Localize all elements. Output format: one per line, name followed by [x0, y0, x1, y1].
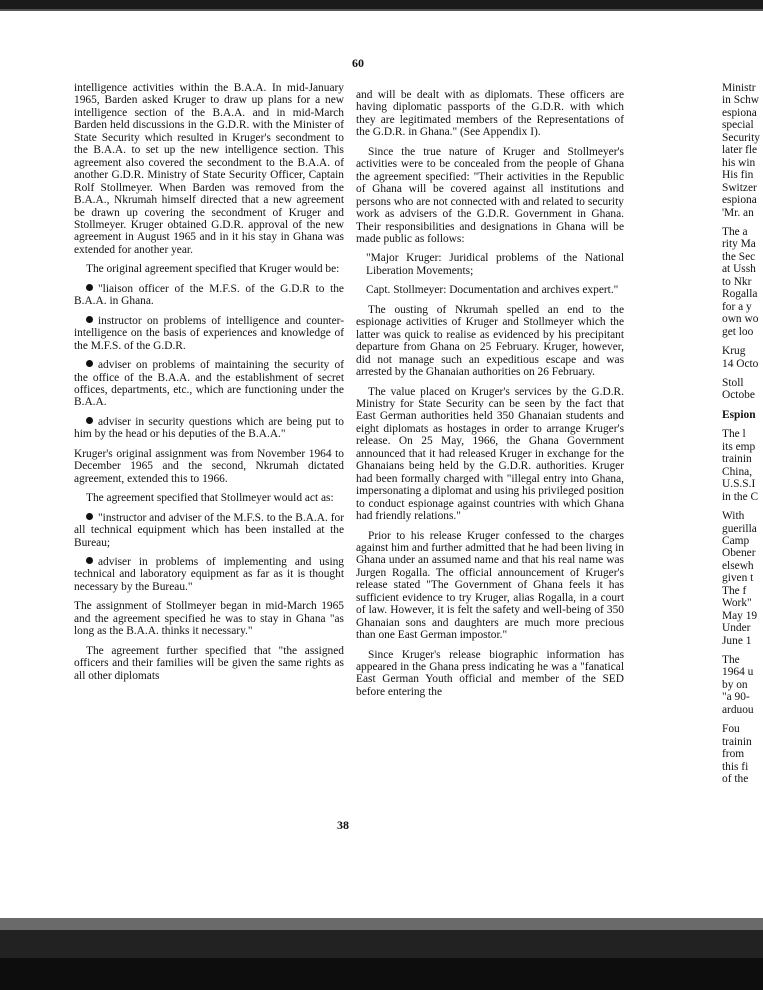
scan-top-edge — [0, 0, 763, 14]
bullet-item — [74, 315, 344, 352]
line-fragment: The f — [722, 584, 747, 597]
section-heading-fragment: Espion — [722, 408, 756, 421]
bullet-text: adviser in problems of implementing and using technical and laboratory equipment as far as it is thought necessary by the Bureau." — [74, 555, 344, 593]
line-fragment: Camp — [722, 534, 750, 547]
line-fragment: The a — [722, 225, 748, 238]
bullet-item — [74, 416, 344, 441]
paragraph: Since the true nature of Kruger and Stollmeyer's activities were to be concealed from the people of Ghana the agreement specified: "Their activities in the Republic of Ghana will be covered against all institutions and persons who are not connected with and related to security work as advisers of the G.D.R. Government in Ghana. Their responsibilities and designations in Ghana will be made public as follows: — [356, 145, 624, 245]
paragraph: The agreement further specified that "the assigned officers and their families will be given the same rights as all other diplomats — [74, 644, 344, 682]
line-fragment: in the C — [722, 490, 759, 503]
left-text-column — [74, 82, 344, 689]
paragraph: The ousting of Nkrumah spelled an end to the espionage activities of Kruger and Stollmeyer which the latter was quick to realise as evidenced by his precipitant departure from Ghana on 25 February. Kruger, however, did not manage such an expeditious escape and was arrested by the Ghanaian authorities on 26 February. — [356, 303, 624, 379]
middle-text-column — [356, 89, 624, 705]
line-fragment: for a y — [722, 300, 752, 313]
paragraph: Since Kruger's release biographic information has appeared in the Ghana press indicating he was a "fanatical East German Youth official and member of the SED before entering the — [356, 648, 624, 698]
bullet-text: "liaison officer of the M.F.S. of the G.D.R to the B.A.A. in Ghana. — [74, 282, 344, 308]
paragraph: Prior to his release Kruger confessed to the charges against him and further admitted that he had been living in Ghana under an assumed name and that his real name was Jurgen Rogalla. The official announcement of Kruger's release stated "The Government of Ghana feels it has sufficient evidence to try Kruger, alias Rogalla, in a court of law. However, it is felt the safety and well-being of 350 Ghanaian sons and daughters are much more precious than one East German impostor." — [356, 529, 624, 642]
line-fragment: China, — [722, 465, 753, 478]
line-fragment: espiona — [722, 194, 757, 207]
right-text-column-cropped — [722, 82, 763, 786]
bullet-dot-icon — [86, 284, 93, 291]
line-fragment: guerilla — [722, 522, 757, 535]
line-fragment: trainin — [722, 453, 752, 466]
line-fragment: "a 90- — [722, 691, 750, 704]
line-fragment: 14 Octo — [722, 357, 759, 370]
scan-bottom-edge — [0, 918, 763, 990]
top-page-number: 60 — [352, 56, 364, 70]
line-fragment: arduou — [722, 703, 754, 716]
line-fragment: Krug — [722, 345, 746, 358]
scan-bottom-strip — [0, 930, 763, 958]
line-fragment: in Schw — [722, 94, 760, 107]
paragraph: The value placed on Kruger's services by the G.D.R. Ministry for State Security can be seen by the fact that East German authorities held 350 Ghanaian students and eight diplomats as hostages in order to arrange Kruger's release. On 25 May, 1966, the Ghana Government announced that it had released Kruger in exchange for the Ghanaians being held by the G.D.R. authorities. Kruger had been formally charged with "illegal entry into Ghana, impersonating a diplomat and using his privileged position to conduct espionage against countries with which Ghana had friendly relations." — [356, 385, 624, 523]
line-fragment: With — [722, 510, 745, 523]
bullet-item — [74, 512, 344, 549]
bullet-text: adviser in security questions which are being put to him by the head or his deputies of the B.A.A." — [74, 415, 344, 441]
paragraph: The agreement specified that Stollmeyer would act as: — [86, 492, 334, 505]
line-fragment: 1964 u — [722, 666, 754, 679]
scan-top-dark-bar — [0, 0, 763, 9]
paragraph: intelligence activities within the B.A.A. In mid-January 1965, Barden asked Kruger to draw up plans for a new intelligence section of the B.A.A. and in mid-March Barden held discussions in the G.D.R. with the Minister of State Security which resulted in Kruger's secondment to the B.A.A. to set up the new intelligence section. This agreement also covered the secondment to the B.A.A. of another G.D.R. Ministry of State Security Officer, Captain Rolf Stollmeyer. When Barden was removed from the B.A.A., Nkrumah himself directed that a new agreement be drawn up covering the secondment of Kruger and Stollmeyer. Kruger obtained G.D.R. approval of the new agreement in August 1965 and in it his stay in Ghana was extended for another year. — [74, 82, 344, 256]
paragraph: The assignment of Stollmeyer began in mid-March 1965 and the agreement specified he was to stay in Ghana "as long as the B.A.A. thinks it necessary." — [74, 600, 344, 638]
line-fragment: His fin — [722, 169, 754, 182]
line-fragment: Rogalla — [722, 288, 758, 301]
line-fragment: espiona — [722, 106, 757, 119]
line-fragment: this fi — [722, 760, 749, 773]
line-fragment: Fou — [722, 723, 740, 736]
quoted-text: Capt. Stollmeyer: Documentation and archives expert." — [366, 284, 619, 297]
line-fragment: Work" — [722, 597, 752, 610]
bullet-text: adviser on problems of maintaining the security of the office of the B.A.A. and the establishment of secret offices, departments, etc., which are functioning under the B.A.A. — [74, 359, 344, 409]
line-fragment: The — [722, 654, 740, 667]
quoted-text: "Major Kruger: Juridical problems of the National Liberation Movements; — [366, 252, 624, 277]
paragraph: The original agreement specified that Kruger would be: — [86, 263, 340, 276]
bullet-item — [74, 283, 344, 308]
bullet-dot-icon — [86, 316, 93, 323]
line-fragment: later fle — [722, 144, 758, 157]
line-fragment: given t — [722, 572, 754, 585]
line-fragment: by on — [722, 678, 748, 691]
bullet-text: instructor on problems of intelligence and counter-intelligence on the basis of experiences and knowledge of the M.F.S. of the G.D.R. — [74, 314, 344, 352]
line-fragment: 'Mr. an — [722, 206, 754, 219]
line-fragment: U.S.S.I — [722, 478, 756, 491]
line-fragment: The l — [722, 428, 746, 441]
bullet-item — [74, 359, 344, 409]
bullet-text: "instructor and adviser of the M.F.S. to the B.A.A. for all technical equipment which has been installed at the Bureau; — [74, 511, 344, 549]
line-fragment: Switzer — [722, 181, 757, 194]
line-fragment: Security — [722, 131, 760, 144]
line-fragment: Stoll — [722, 376, 744, 389]
bullet-dot-icon — [86, 417, 93, 424]
line-fragment: its emp — [722, 440, 756, 453]
line-fragment: rity Ma — [722, 238, 756, 251]
bullet-dot-icon — [86, 360, 93, 367]
line-fragment: to Nkr — [722, 275, 752, 288]
line-fragment: at Ussh — [722, 263, 756, 276]
paragraph: Kruger's original assignment was from November 1964 to December 1965 and the second, Nkrumah dictated agreement, extended this to 1966. — [74, 447, 344, 485]
bottom-page-number: 38 — [337, 818, 349, 832]
line-fragment: May 19 — [722, 609, 758, 622]
line-fragment: elsewh — [722, 559, 754, 572]
line-fragment: the Sec — [722, 250, 756, 263]
line-fragment: Ministr — [722, 82, 756, 94]
line-fragment: June 1 — [722, 634, 752, 647]
scan-top-grey-line — [0, 9, 763, 11]
line-fragment: Octobe — [722, 389, 755, 402]
line-fragment: his win — [722, 156, 756, 169]
line-fragment: own wo — [722, 313, 759, 326]
bullet-item — [74, 556, 344, 593]
bullet-dot-icon — [86, 513, 93, 520]
line-fragment: from — [722, 748, 745, 761]
line-fragment: Under — [722, 622, 751, 635]
line-fragment: trainin — [722, 735, 752, 748]
bullet-dot-icon — [86, 557, 93, 564]
line-fragment: get loo — [722, 325, 754, 338]
paragraph: and will be dealt with as diplomats. These officers are having diplomatic passports of the G.D.R. with which they are legitimated members of the Representations of the G.D.R. in Ghana." (See Appendix I). — [356, 89, 624, 139]
line-fragment: special — [722, 119, 754, 132]
line-fragment: Obener — [722, 547, 756, 560]
line-fragment: of the — [722, 773, 749, 786]
